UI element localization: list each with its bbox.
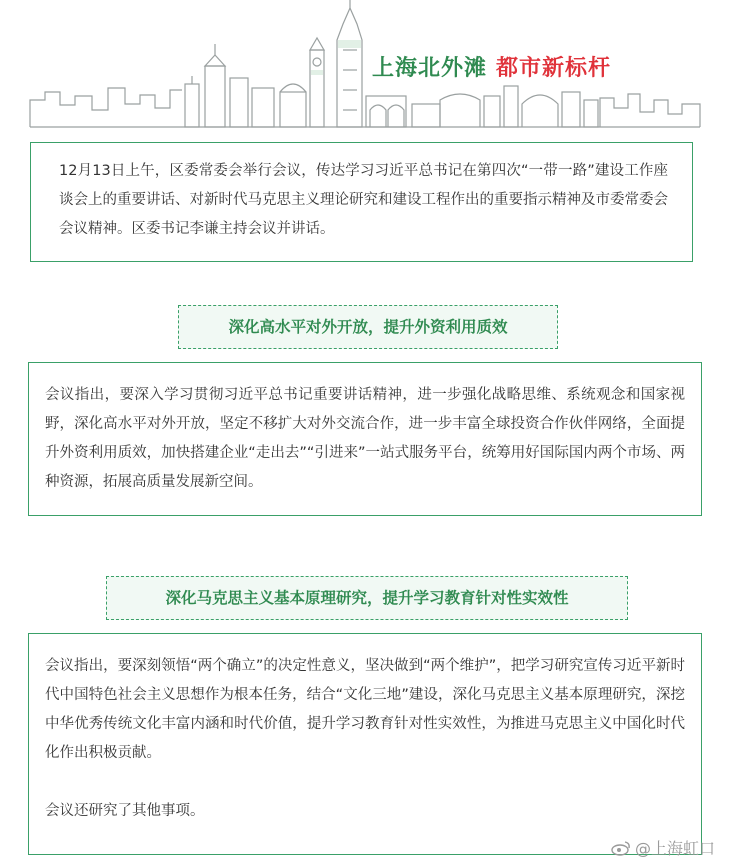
intro-text: 12月13日上午，区委常委会举行会议，传达学习习近平总书记在第四次“一带一路”建设工作座谈会上的重要讲话、对新时代马克思主义理论研究和建设工程作出的重要指示精神及市委常委会会议精神。区委书记李谦主持会议并讲话。	[59, 163, 668, 237]
section-box-1	[28, 362, 702, 516]
section-box-2	[28, 633, 702, 855]
section-body-1: 会议指出，要深入学习贯彻习近平总书记重要讲话精神，进一步强化战略思维、系统观念和国家视野，深化高水平对外开放，坚定不移扩大对外交流合作，进一步丰富全球投资合作伙伴网络，全面提升外资利用质效，加快搭建企业“走出去”“引进来”一站式服务平台，统筹用好国际国内两个市场、两种资源，拓展高质量发展新空间。	[45, 387, 685, 490]
section-heading-2	[106, 576, 628, 620]
header-banner	[0, 0, 729, 130]
banner-title-green: 上海北外滩	[372, 55, 488, 81]
intro-box	[30, 142, 693, 262]
weibo-watermark	[611, 836, 715, 859]
section-heading-1	[178, 305, 558, 349]
section-heading-1-text: 深化高水平对外开放，提升外资利用质效	[228, 318, 508, 336]
section-closing: 会议还研究了其他事项。	[45, 803, 205, 819]
watermark-text: @上海虹口	[634, 839, 715, 858]
banner-title-red: 都市新标杆	[496, 55, 612, 81]
weibo-icon	[611, 840, 631, 856]
section-heading-2-text: 深化马克思主义基本原理研究，提升学习教育针对性实效性	[165, 589, 569, 607]
skyline-illustration	[0, 0, 729, 130]
section-body-2: 会议指出，要深刻领悟“两个确立”的决定性意义，坚决做到“两个维护”，把学习研究宣传习近平新时代中国特色社会主义思想作为根本任务，结合“文化三地”建设，深化马克思主义基本原理研究，深挖中华优秀传统文化丰富内涵和时代价值，提升学习教育针对性实效性，为推进马克思主义中国化时代化作出积极贡献。	[45, 658, 685, 761]
